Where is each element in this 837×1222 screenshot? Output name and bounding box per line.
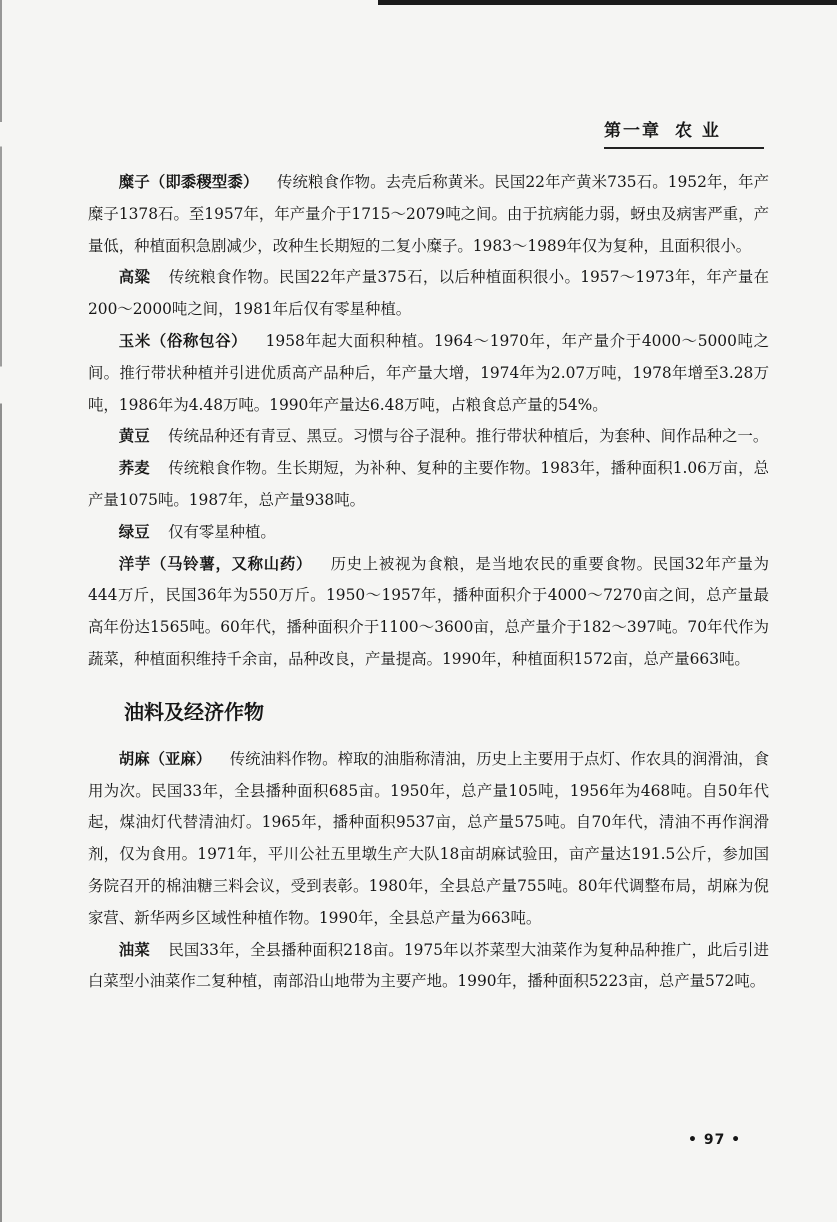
entry-term: 绿豆 [118,522,150,541]
entry-text: 仅有零星种植。 [168,522,276,541]
entry-text: 传统品种还有青豆、黑豆。习惯与谷子混种。推行带状种植后，为套种、间作品种之一。 [168,427,769,446]
entry-paragraph [88,517,769,549]
entry-paragraph [88,167,769,262]
entry-text: 民国33年，全县播种面积218亩。1975年以芥菜型大油菜作为复种品种推广，此后引进白菜型小油菜作二复种植，南部沿山地带为主要产地。1990年，播种面积5223亩，总产量572吨。 [88,940,769,991]
entry-term: 油菜 [118,940,150,959]
entry-paragraph [88,262,769,326]
entry-paragraph [88,453,769,517]
chapter-label: 第一章 [604,121,661,141]
chapter-title: 农 业 [675,121,721,141]
entry-text: 1958年起大面积种植。1964～1970年，年产量介于4000～5000吨之间。推行带状种植并引进优质高产品种后，年产量大增，1974年为2.07万吨，1978年增至3.28万吨，1986年为4.48万吨。1990年产量达6.48万吨，占粮食总产量的54%。 [88,331,769,414]
entry-term: 荞麦 [118,459,150,478]
entry-paragraph [88,744,769,935]
entry-text: 传统粮食作物。民国22年产量375石，以后种植面积很小。1957～1973年，年产量在200～2000吨之间，1981年后仅有零星种植。 [88,268,769,319]
entry-text: 传统油料作物。榨取的油脂称清油，历史上主要用于点灯、作农具的润滑油，食用为次。民国33年，全县播种面积685亩。1950年，总产量105吨，1956年为468吨。自50年代起，煤油灯代替清油灯。1965年，播种面积9537亩，总产量575吨。自70年代，清油不再作润滑剂，仅为食用。1971年，平川公社五里墩生产大队18亩胡麻试验田，亩产量达191.5公斤，参加国务院召开的棉油糖三料会议，受到表彰。1980年，全县总产量755吨。80年代调整布局，胡麻为倪家营、新华两乡区域性种植作物。1990年，全县总产量为663吨。 [88,749,769,927]
entry-text: 传统粮食作物。生长期短，为补种、复种的主要作物。1983年，播种面积1.06万亩，总产量1075吨。1987年，总产量938吨。 [88,459,769,509]
section-title: 油料及经济作物 [124,699,264,724]
entry-term: 玉米（俗称包谷） [118,331,248,350]
entry-text: 传统粮食作物。去壳后称黄米。民国22年产黄米735石。1952年，年产糜子1378石。至1957年，年产量介于1715～2079吨之间。由于抗病能力弱，蚜虫及病害严重，产量低，种植面积急剧减少，改种生长期短的二复小糜子。1983～1989年仅为复种，且面积很小。 [88,173,769,255]
entry-term: 胡麻（亚麻） [118,749,212,768]
entry-text: 历史上被视为食粮，是当地农民的重要食物。民国32年产量为444万斤，民国36年为550万斤。1950～1957年，播种面积介于4000～7270亩之间，总产量最高年份达1565吨。60年代，播种面积介于1100～3600亩，总产量介于182～397吨。70年代作为蔬菜，种植面积维持千余亩，品种改良，产量提高。1990年，种植面积1572亩，总产量663吨。 [88,554,769,668]
entry-paragraph [88,326,769,421]
entry-paragraph [88,549,769,676]
top-rule [378,0,837,5]
entry-term: 糜子（即黍稷型黍） [118,173,259,191]
chapter-header [604,119,764,149]
scan-left-edge [0,0,2,1222]
entry-term: 黄豆 [118,427,150,446]
entry-paragraph [88,421,769,453]
page-number: • 97 • [688,1132,742,1148]
entry-term: 高粱 [118,268,151,287]
entry-term: 洋芋（马铃薯，又称山药） [118,554,313,573]
page-content [88,167,769,998]
entry-paragraph [88,935,769,999]
